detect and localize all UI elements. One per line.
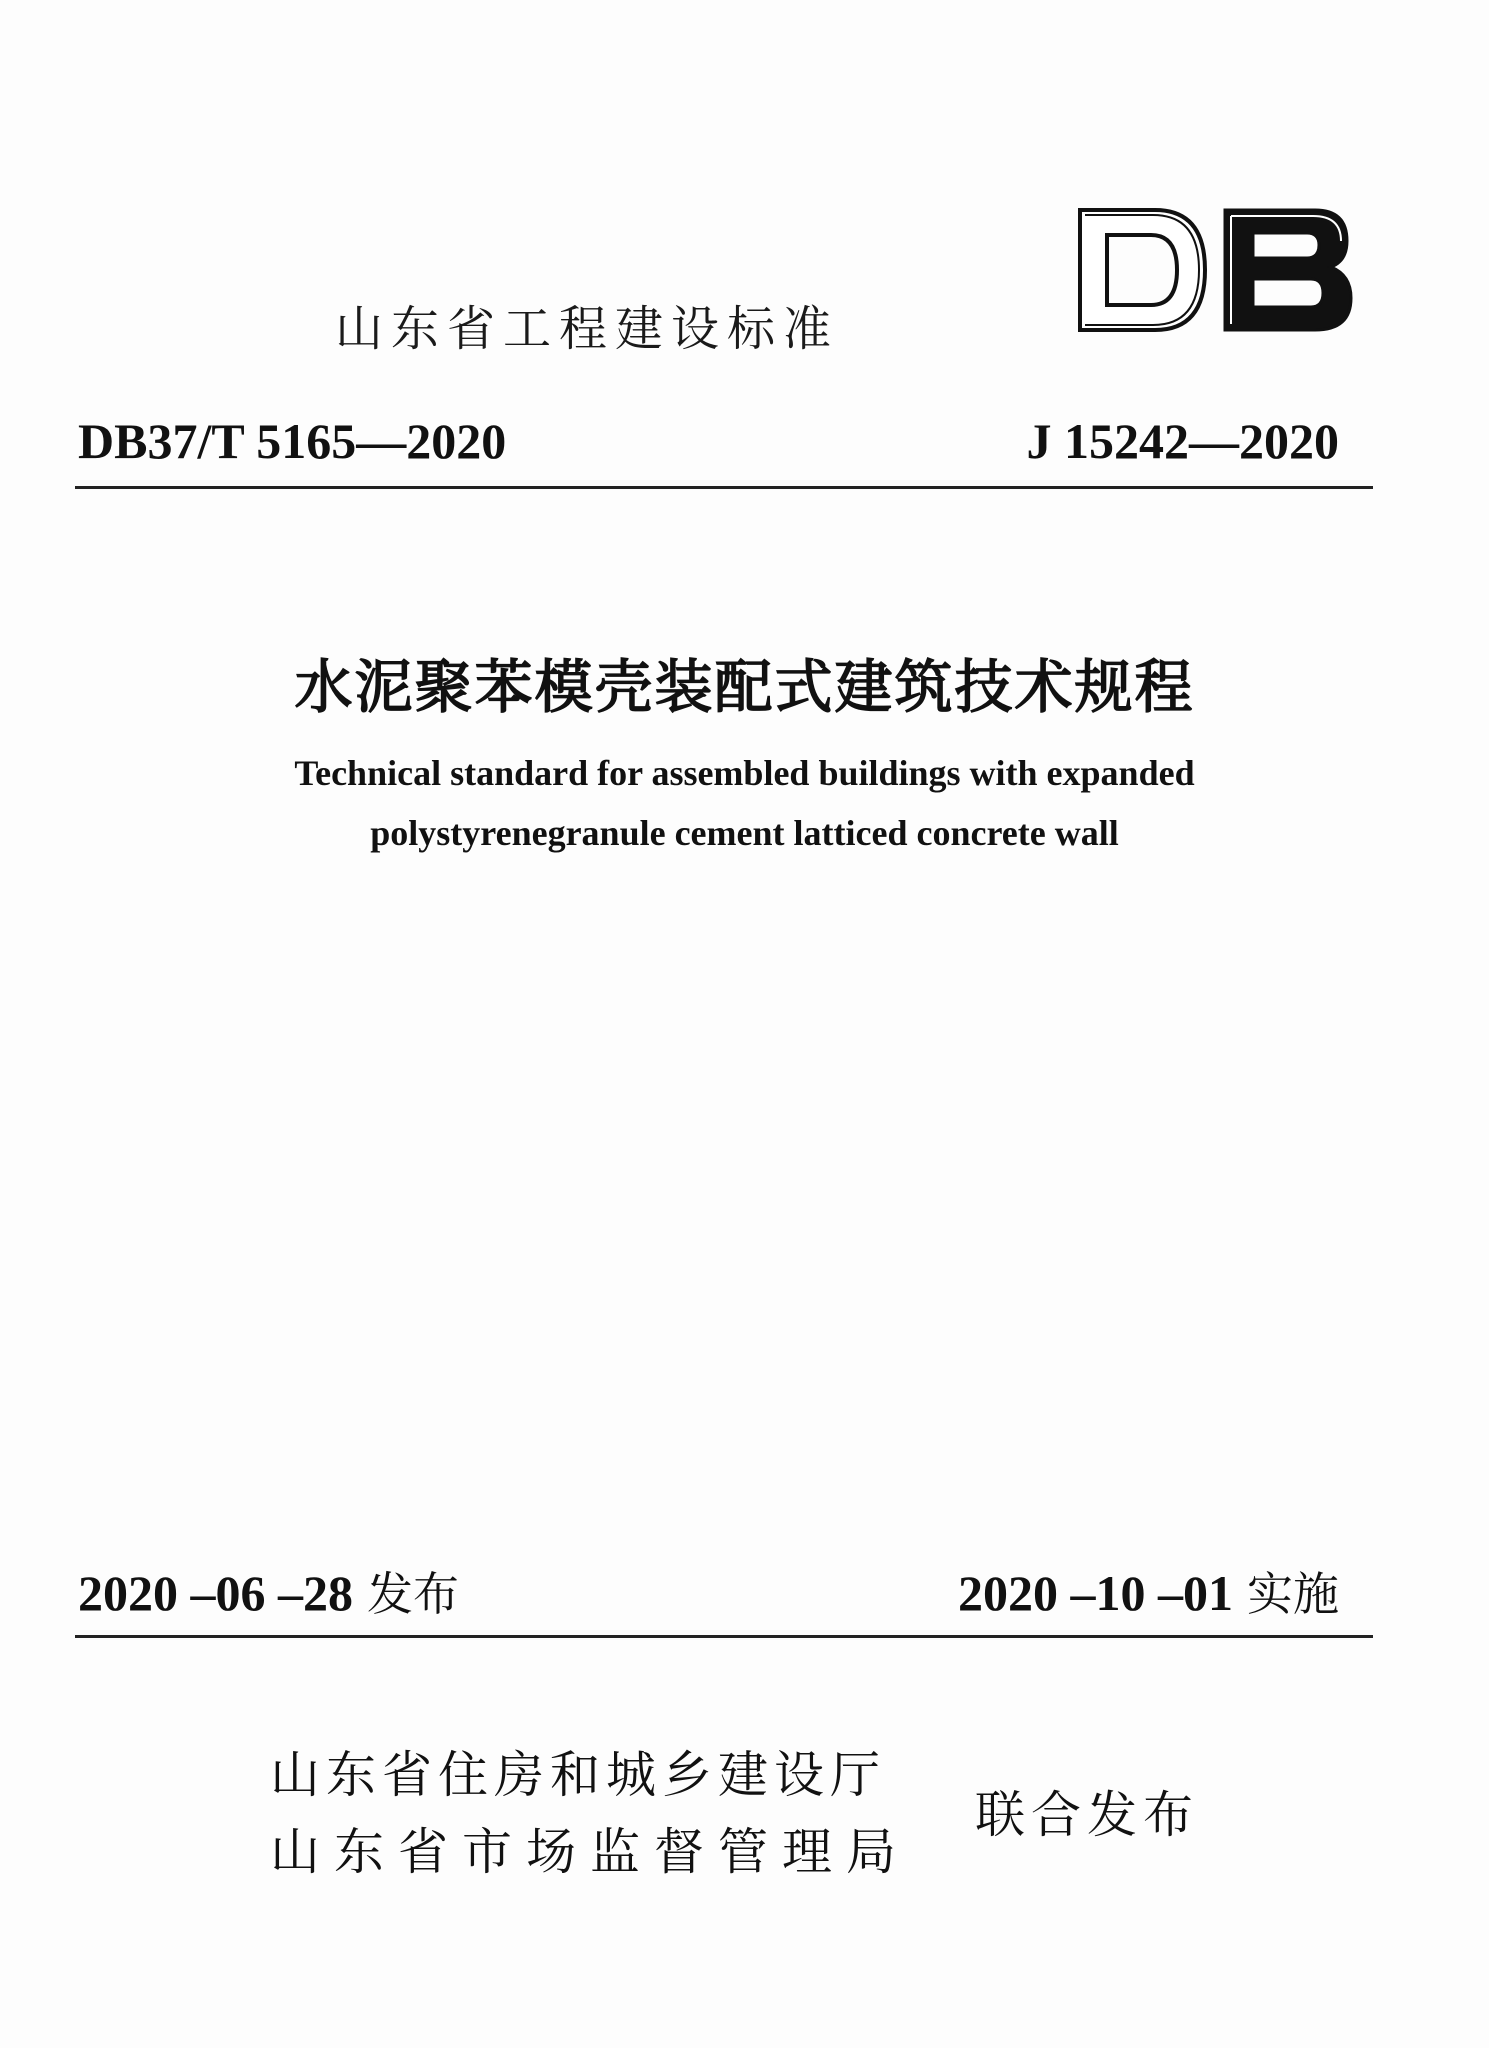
issue-label: 发布 (367, 1567, 459, 1621)
issuer-line-2: 山东省市场监督管理局 (270, 1823, 910, 1881)
issuer-line-1: 山东省住房和城乡建设厅 (270, 1746, 886, 1804)
effective-label: 实施 (1247, 1567, 1339, 1621)
effective-date: 2020 –10 –01 (958, 1565, 1233, 1621)
joint-release-label: 联合发布 (975, 1786, 1199, 1844)
title-english-line-2: polystyrenegranule cement latticed concrete wall (370, 813, 1119, 853)
title-english-line-1: Technical standard for assembled buildings with expanded (294, 753, 1195, 793)
standard-category: 山东省工程建设标准 (335, 301, 840, 357)
record-code: J 15242—2020 (1026, 413, 1339, 469)
effective-date-block (958, 1558, 1339, 1624)
bottom-divider (75, 1635, 1373, 1638)
issue-date: 2020 –06 –28 (78, 1565, 353, 1621)
top-divider (75, 486, 1373, 489)
issue-date-block (78, 1558, 459, 1624)
title-chinese: 水泥聚苯模壳装配式建筑技术规程 (294, 653, 1195, 721)
standard-code: DB37/T 5165—2020 (78, 413, 507, 469)
db-logo (1075, 205, 1355, 335)
